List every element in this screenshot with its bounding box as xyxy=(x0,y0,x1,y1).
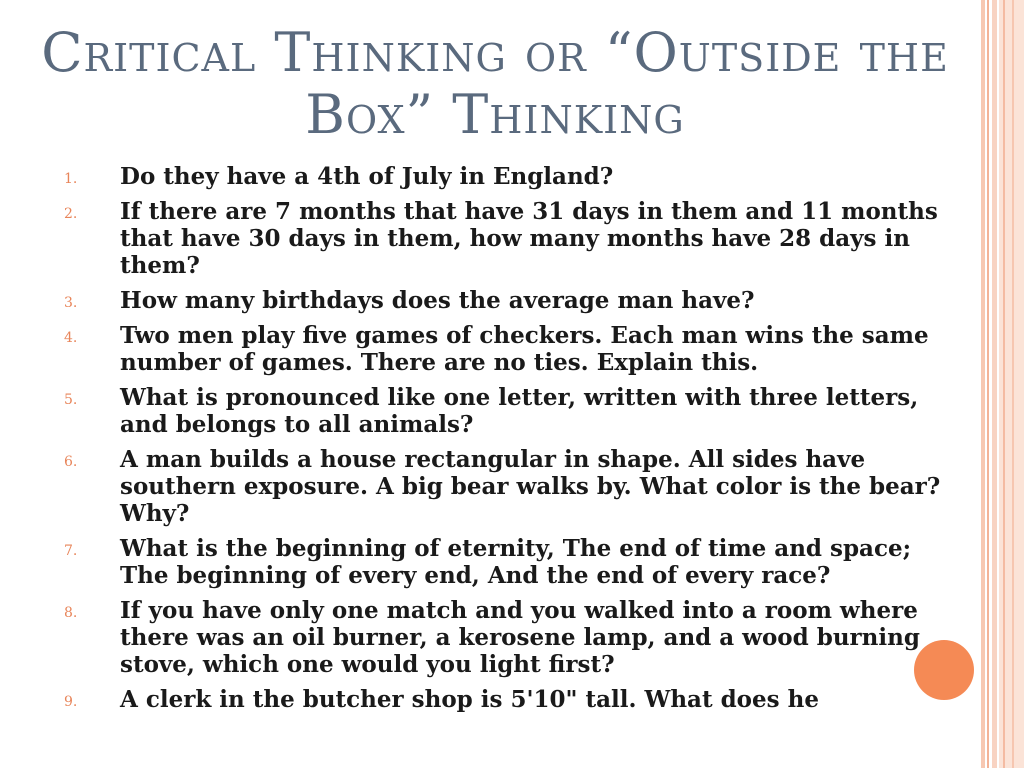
question-text: If you have only one match and you walked into a room where there was an oil burner, a kerosene lamp, and a wood burning stove, which one would you light first? xyxy=(120,597,920,678)
slide-title: Critical Thinking or “Outside the Box” Thinking xyxy=(41,21,949,146)
decorative-stripe xyxy=(992,0,997,768)
list-item xyxy=(0,384,980,438)
question-text: How many birthdays does the average man have? xyxy=(120,287,755,314)
list-item xyxy=(0,198,980,279)
list-number: 4. xyxy=(64,330,78,346)
list-number: 6. xyxy=(64,454,78,470)
list-number: 7. xyxy=(64,543,78,559)
question-list xyxy=(0,163,980,721)
list-item xyxy=(0,322,980,376)
list-number: 3. xyxy=(64,295,78,311)
list-item xyxy=(0,686,980,713)
list-item xyxy=(0,597,980,678)
list-number: 5. xyxy=(64,392,78,408)
question-text: What is pronounced like one letter, written with three letters, and belongs to all animals? xyxy=(120,384,919,438)
question-text: Two men play five games of checkers. Each man wins the same number of games. There are no ties. Explain this. xyxy=(120,322,929,376)
list-number: 8. xyxy=(64,605,78,621)
accent-circle xyxy=(914,640,974,700)
decorative-stripe xyxy=(987,0,989,768)
decorative-stripe xyxy=(1003,0,1005,768)
question-text: A man builds a house rectangular in shape. All sides have southern exposure. A big bear walks by. What color is the bear? Why? xyxy=(120,446,941,527)
list-number: 9. xyxy=(64,694,78,710)
list-number: 1. xyxy=(64,171,78,187)
list-item xyxy=(0,446,980,527)
question-text: A clerk in the butcher shop is 5'10" tall. What does he xyxy=(120,686,819,713)
question-text: Do they have a 4th of July in England? xyxy=(120,163,614,190)
list-item xyxy=(0,287,980,314)
question-text: What is the beginning of eternity, The end of time and space; The beginning of every end, And the end of every race? xyxy=(120,535,912,589)
question-text: If there are 7 months that have 31 days in them and 11 months that have 30 days in them, how many months have 28 days in them? xyxy=(120,198,938,279)
list-item xyxy=(0,535,980,589)
list-item xyxy=(0,163,980,190)
decorative-stripe xyxy=(981,0,985,768)
decorative-stripe xyxy=(1012,0,1014,768)
list-number: 2. xyxy=(64,206,78,222)
